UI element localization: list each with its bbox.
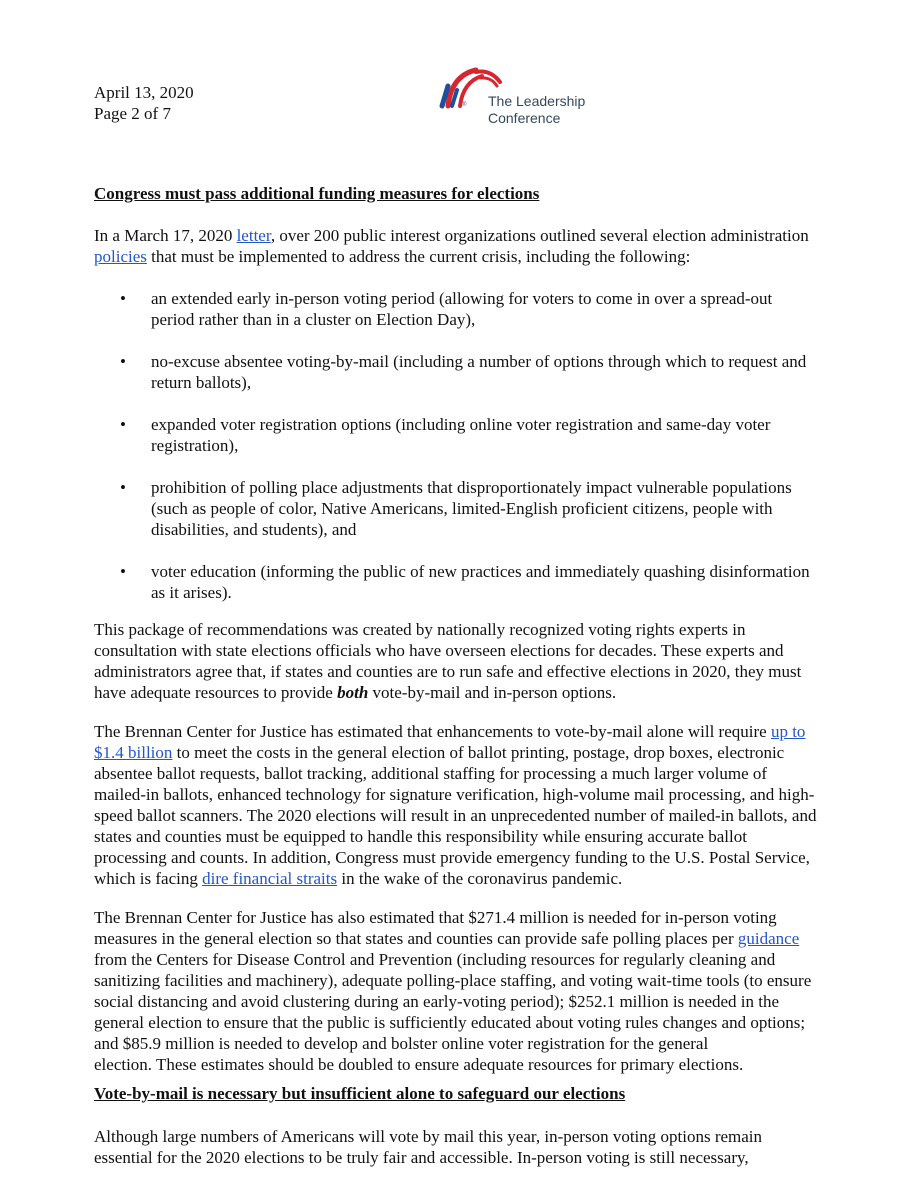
paragraph-line: speed ballot scanners. The 2020 elections will result in an unprecedented number of mailed-in ballots, and xyxy=(94,806,817,825)
billion-link-part2[interactable]: $1.4 billion xyxy=(94,743,173,762)
bullet-line: return ballots), xyxy=(151,373,252,392)
bullet-icon: • xyxy=(120,562,126,581)
logo-wordmark xyxy=(488,93,585,127)
paragraph-text: have adequate resources to provide xyxy=(94,683,338,702)
paragraph-line: Although large numbers of Americans will vote by mail this year, in-person voting options remain xyxy=(94,1127,763,1146)
bullet-icon: • xyxy=(120,415,126,434)
paragraph-line: This package of recommendations was created by nationally recognized voting rights experts in xyxy=(94,620,746,639)
bullet-line: expanded voter registration options (including online voter registration and same-day voter xyxy=(151,415,771,434)
paragraph-line: and $85.9 million is needed to develop and bolster online voter registration for the general xyxy=(94,1034,709,1053)
paragraph-text: measures in the general election so that states and counties can provide safe polling places per xyxy=(94,929,738,948)
paragraph-line: essential for the 2020 elections to be truly fair and accessible. In-person voting is still necessary, xyxy=(94,1148,749,1167)
billion-link-part1[interactable]: up to xyxy=(770,722,806,741)
guidance-link[interactable]: guidance xyxy=(737,929,800,948)
bullet-line: as it arises). xyxy=(151,583,232,602)
paragraph-line: consultation with state elections officials who have overseen elections for decades. These experts and xyxy=(94,641,784,660)
bullet-line: disabilities, and students), and xyxy=(151,520,357,539)
paragraph-text: in the wake of the coronavirus pandemic. xyxy=(337,869,623,888)
paragraph-line: social distancing and avoid clustering during an early-voting period); $252.1 million is needed in the xyxy=(94,992,780,1011)
paragraph-line: election. These estimates should be doubled to ensure adequate resources for primary elections. xyxy=(94,1055,744,1074)
letter-date: April 13, 2020 xyxy=(94,83,194,102)
paragraph-text: The Brennan Center for Justice has estimated that enhancements to vote-by-mail alone will require xyxy=(94,722,771,741)
bullet-line: prohibition of polling place adjustments that disproportionately impact vulnerable populations xyxy=(151,478,792,497)
recommendations-paragraph xyxy=(94,619,854,703)
emphasis-both: both xyxy=(337,683,369,702)
page-number: Page 2 of 7 xyxy=(94,104,171,123)
bullet-line: voter education (informing the public of new practices and immediately quashing disinformation xyxy=(151,562,810,581)
letter-header xyxy=(94,82,194,124)
bullet-line: period rather than in a cluster on Election Day), xyxy=(151,310,476,329)
paragraph-line: sanitizing facilities and machinery), adequate polling-place staffing, and voting wait-time tools (to ensure xyxy=(94,971,812,990)
paragraph-text: vote-by-mail and in-person options. xyxy=(368,683,617,702)
bullet-line: an extended early in-person voting period (allowing for voters to come in over a spread-out xyxy=(151,289,773,308)
logo-line-2: Conference xyxy=(488,110,561,126)
paragraph-line: The Brennan Center for Justice has also estimated that $271.4 million is needed for in-person voting xyxy=(94,908,777,927)
paragraph-line: from the Centers for Disease Control and Prevention (including resources for regularly cleaning and xyxy=(94,950,776,969)
policies-link[interactable]: policies xyxy=(94,247,147,266)
intro-paragraph xyxy=(94,225,854,267)
paragraph-line: administrators agree that, if states and counties are to run safe and effective elections in 2020, they must xyxy=(94,662,802,681)
bullet-icon: • xyxy=(120,289,126,308)
in-person-cost-paragraph xyxy=(94,907,854,1075)
vote-by-mail-cost-paragraph xyxy=(94,721,854,889)
bullet-icon: • xyxy=(120,478,126,497)
paragraph-line: absentee ballot requests, ballot tracking, additional staffing for processing a much larger volume of xyxy=(94,764,768,783)
letter-link[interactable]: letter xyxy=(236,226,271,245)
paragraph-line: mailed-in ballots, enhanced technology for signature verification, high-volume mail processing, and high- xyxy=(94,785,815,804)
bullet-line: registration), xyxy=(151,436,239,455)
intro-text-a: In a March 17, 2020 xyxy=(94,226,237,245)
section-heading-vote-by-mail: Vote-by-mail is necessary but insufficient alone to safeguard our elections xyxy=(94,1084,626,1103)
paragraph-text: to meet the costs in the general election of ballot printing, postage, drop boxes, electronic xyxy=(172,743,785,762)
logo-line-1: The Leadership xyxy=(488,93,586,109)
logo-registered-mark: ® xyxy=(462,102,467,108)
paragraph-line: states and counties must be equipped to handle this responsibility while ensuring accurate ballot xyxy=(94,827,747,846)
financial-straits-link[interactable]: dire financial straits xyxy=(202,869,338,888)
intro-text-b: , over 200 public interest organizations outlined several election administration xyxy=(270,226,809,245)
paragraph-text: which is facing xyxy=(94,869,203,888)
paragraph-line: general election to ensure that the public is sufficiently educated about voting rules changes and options; xyxy=(94,1013,806,1032)
bullet-line: no-excuse absentee voting-by-mail (including a number of options through which to request and xyxy=(151,352,807,371)
intro-text-c: that must be implemented to address the current crisis, including the following: xyxy=(146,247,691,266)
bullet-line: (such as people of color, Native Americans, limited-English proficient citizens, people with xyxy=(151,499,773,518)
paragraph-line: processing and counts. In addition, Congress must provide emergency funding to the U.S. Postal Service, xyxy=(94,848,810,867)
bullet-icon: • xyxy=(120,352,126,371)
section-heading-funding: Congress must pass additional funding measures for elections xyxy=(94,184,540,203)
vote-by-mail-paragraph xyxy=(94,1126,854,1168)
